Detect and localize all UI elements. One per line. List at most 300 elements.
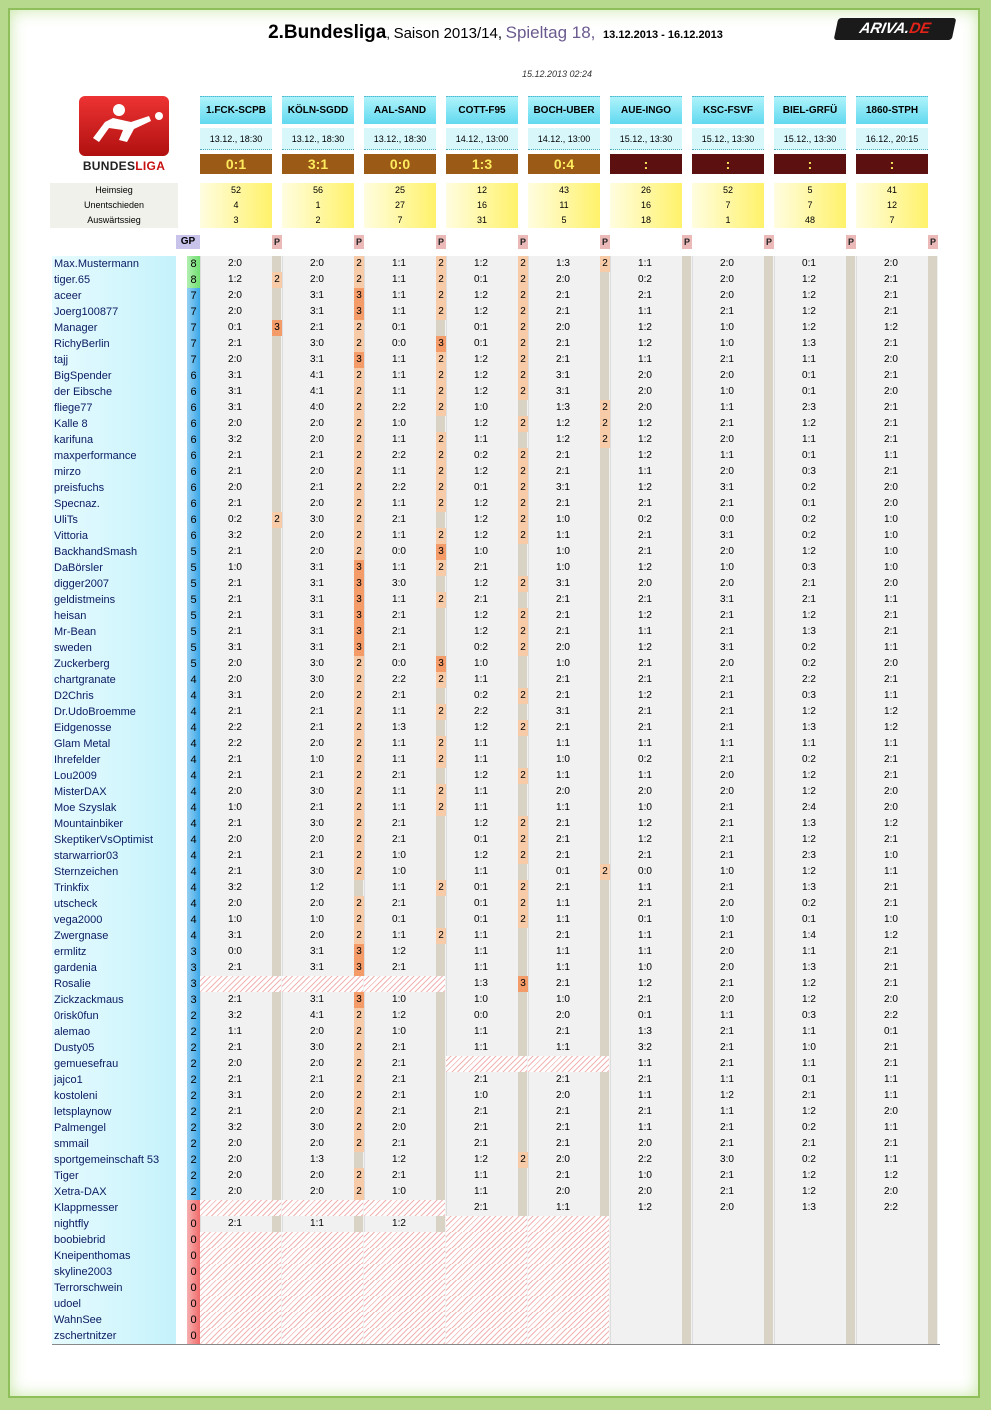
tip-cell: 2:0 <box>884 786 898 797</box>
tip-cell: 3:2 <box>228 1010 242 1021</box>
tip-cell: 1:2 <box>474 386 488 397</box>
tip-cell: 2:1 <box>310 706 324 717</box>
tip-missing <box>446 1264 527 1280</box>
tip-missing <box>446 1328 527 1344</box>
tip-cell: 3:2 <box>228 1122 242 1133</box>
game-code[interactable]: KÖLN-SGDD <box>282 96 354 124</box>
tip-cell: 1:1 <box>884 450 898 461</box>
tip-points: 2 <box>518 848 528 864</box>
tip-cell: 2:1 <box>720 802 734 813</box>
tip-cell: 2:1 <box>474 1122 488 1133</box>
tip-cell: 2:0 <box>310 1090 324 1101</box>
game-code[interactable]: BIEL-GRFÜ <box>774 96 846 124</box>
tip-missing <box>364 1200 445 1216</box>
tip-cell: 1:2 <box>884 722 898 733</box>
tip-cell: 1:1 <box>884 642 898 653</box>
tip-cell: 1:2 <box>474 1154 488 1165</box>
tip-cell: 2:1 <box>392 898 406 909</box>
tip-cell: 2:1 <box>556 674 570 685</box>
player-name[interactable]: Kalle 8 <box>54 418 88 430</box>
tip-cell: 1:1 <box>638 882 652 893</box>
game-date: 15.12., 13:30 <box>692 128 764 150</box>
game-points: 4 <box>187 816 200 832</box>
tip-cell: 3:1 <box>228 386 242 397</box>
player-name[interactable]: digger2007 <box>54 578 110 590</box>
tip-cell: 1:0 <box>228 802 242 813</box>
tip-cell: 3:0 <box>310 786 324 797</box>
tip-cell: 3:1 <box>310 962 324 973</box>
tip-points: 2 <box>436 448 446 464</box>
player-name[interactable]: Joerg100877 <box>54 306 119 318</box>
tip-cell: 2:0 <box>392 1122 406 1133</box>
tip-cell: 1:1 <box>474 930 488 941</box>
player-name[interactable]: Eidgenosse <box>54 722 112 734</box>
tip-missing <box>528 1312 609 1328</box>
tip-cell: 2:0 <box>310 258 324 269</box>
tip-cell: 2:1 <box>228 594 242 605</box>
tip-cell: 1:0 <box>474 1090 488 1101</box>
game-code[interactable]: AUE-INGO <box>610 96 682 124</box>
player-name[interactable]: DaBörsler <box>54 562 103 574</box>
tip-points: 2 <box>354 336 364 352</box>
points-header[interactable]: P <box>273 237 280 247</box>
tip-points: 2 <box>436 800 446 816</box>
tip-missing <box>528 1056 609 1072</box>
player-name[interactable]: Tiger <box>54 1170 79 1182</box>
tip-cell: 0:1 <box>802 450 816 461</box>
game-code[interactable]: AAL-SAND <box>364 96 436 124</box>
tip-points: 2 <box>354 256 364 272</box>
tip-points: 2 <box>354 1104 364 1120</box>
player-name[interactable]: mirzo <box>54 466 81 478</box>
tip-stat-home: 25 <box>364 183 436 198</box>
game-points: 5 <box>187 624 200 640</box>
tip-cell: 1:1 <box>474 1186 488 1197</box>
tip-points: 2 <box>354 512 364 528</box>
tip-cell: 2:1 <box>884 274 898 285</box>
tip-cell: 3:1 <box>556 386 570 397</box>
game-points: 2 <box>187 1072 200 1088</box>
tip-missing <box>528 1264 609 1280</box>
tip-cell: 1:1 <box>802 738 816 749</box>
tip-missing <box>200 1296 281 1312</box>
tip-points: 2 <box>518 336 528 352</box>
tip-missing <box>200 1328 281 1344</box>
tip-points: 2 <box>436 704 446 720</box>
season-label: Saison 2013/14, <box>393 25 502 42</box>
points-header[interactable]: P <box>847 237 854 247</box>
player-name[interactable]: Xetra-DAX <box>54 1186 107 1198</box>
points-header[interactable]: P <box>683 237 690 247</box>
tip-cell: 2:1 <box>884 338 898 349</box>
player-name[interactable]: BigSpender <box>54 370 112 382</box>
tip-cell: 1:2 <box>638 434 652 445</box>
player-name[interactable]: heisan <box>54 610 87 622</box>
tip-cell: 1:1 <box>392 802 406 813</box>
tip-cell: 1:1 <box>474 1170 488 1181</box>
tip-cell: 1:2 <box>474 626 488 637</box>
tip-cell: 2:1 <box>310 1074 324 1085</box>
tip-cell: 2:2 <box>392 482 406 493</box>
tip-cell: 2:1 <box>474 1138 488 1149</box>
tip-points: 2 <box>436 480 446 496</box>
game-code[interactable]: KSC-FSVF <box>692 96 764 124</box>
game-points: 2 <box>187 1168 200 1184</box>
tip-cell: 2:1 <box>884 418 898 429</box>
game-points: 5 <box>187 608 200 624</box>
player-name[interactable]: karifuna <box>54 434 94 446</box>
tip-points: 2 <box>518 416 528 432</box>
tip-cell: 1:0 <box>556 546 570 557</box>
tip-cell: 2:1 <box>720 706 734 717</box>
player-name[interactable]: maxperformance <box>54 450 137 462</box>
tip-cell: 2:0 <box>720 770 734 781</box>
tip-cell: 1:2 <box>884 706 898 717</box>
tip-cell: 2:1 <box>638 498 652 509</box>
tip-cell: 2:1 <box>556 306 570 317</box>
tip-points: 2 <box>600 416 610 432</box>
player-name[interactable]: D2Chris <box>54 690 94 702</box>
tip-cell: 1:1 <box>884 1122 898 1133</box>
tip-points: 2 <box>518 816 528 832</box>
tip-cell: 1:0 <box>474 402 488 413</box>
player-name[interactable]: UliTs <box>54 514 78 526</box>
game-points: 0 <box>187 1312 200 1328</box>
player-name[interactable]: utscheck <box>54 898 98 910</box>
tip-cell: 0:2 <box>474 690 488 701</box>
tip-cell: 2:0 <box>884 354 898 365</box>
player-name[interactable]: fliege77 <box>54 402 93 414</box>
tip-missing <box>282 1248 363 1264</box>
tip-points: 2 <box>600 400 610 416</box>
tip-cell: 2:1 <box>228 706 242 717</box>
game-points: 3 <box>187 976 200 992</box>
tip-cell: 1:2 <box>556 418 570 429</box>
tip-cell: 2:0 <box>720 898 734 909</box>
tip-points: 3 <box>436 336 446 352</box>
player-name[interactable]: kostoleni <box>54 1090 98 1102</box>
tip-stat-home: 12 <box>446 183 518 198</box>
tip-points: 2 <box>354 816 364 832</box>
tip-stat-home: 43 <box>528 183 600 198</box>
player-name[interactable]: Mountainbiker <box>54 818 124 830</box>
ariva-logo[interactable] <box>834 18 957 40</box>
tip-cell: 1:0 <box>884 514 898 525</box>
player-name[interactable]: tiger.65 <box>54 274 91 286</box>
tip-cell: 3:1 <box>228 1090 242 1101</box>
game-code[interactable]: 1860-STPH <box>856 96 928 124</box>
tip-points: 2 <box>518 288 528 304</box>
tip-points: 2 <box>518 320 528 336</box>
tip-cell: 3:0 <box>310 338 324 349</box>
tip-cell: 3:2 <box>228 882 242 893</box>
game-date: 15.12., 13:30 <box>610 128 682 150</box>
tip-cell: 2:0 <box>228 786 242 797</box>
tip-cell: 2:1 <box>884 882 898 893</box>
player-name[interactable]: vega2000 <box>54 914 103 926</box>
player-name[interactable]: der Eibsche <box>54 386 113 398</box>
tip-cell: 1:1 <box>720 402 734 413</box>
points-header[interactable]: P <box>765 237 772 247</box>
tip-cell: 1:0 <box>556 994 570 1005</box>
tip-cell: 1:2 <box>474 514 488 525</box>
tip-cell: 2:0 <box>228 482 242 493</box>
player-name[interactable]: starwarrior03 <box>54 850 119 862</box>
tip-cell: 2:1 <box>392 626 406 637</box>
game-code[interactable]: COTT-F95 <box>446 96 518 124</box>
tip-cell: 0:0 <box>638 866 652 877</box>
tip-cell: 2:4 <box>802 802 816 813</box>
tip-cell: 1:1 <box>556 946 570 957</box>
tip-points: 2 <box>354 896 364 912</box>
ariva-logo-de: DE <box>907 20 933 37</box>
tip-cell: 3:1 <box>720 642 734 653</box>
points-header[interactable]: P <box>437 237 444 247</box>
player-name[interactable]: boobiebrid <box>54 1234 106 1246</box>
tip-points: 2 <box>436 928 446 944</box>
tip-points: 2 <box>436 432 446 448</box>
player-name[interactable]: Lou2009 <box>54 770 97 782</box>
tip-cell: 2:1 <box>884 466 898 477</box>
player-name[interactable]: Palmengel <box>54 1122 106 1134</box>
gp-column-header[interactable]: GP <box>176 235 200 249</box>
player-name[interactable]: gemuesefrau <box>54 1058 119 1070</box>
tip-cell: 2:1 <box>556 1106 570 1117</box>
tip-cell: 2:0 <box>310 690 324 701</box>
tip-cell: 2:0 <box>556 1186 570 1197</box>
player-name[interactable]: Sternzeichen <box>54 866 119 878</box>
tip-missing <box>282 1264 363 1280</box>
tip-cell: 0:2 <box>474 450 488 461</box>
tip-points: 3 <box>354 576 364 592</box>
points-header[interactable]: P <box>519 237 526 247</box>
tip-stat-away: 7 <box>364 213 436 228</box>
tip-missing <box>446 1280 527 1296</box>
tip-cell: 1:2 <box>802 1106 816 1117</box>
game-date: 14.12., 13:00 <box>528 128 600 150</box>
player-name[interactable]: jajco1 <box>54 1074 83 1086</box>
tip-cell: 0:1 <box>802 370 816 381</box>
tip-cell: 1:1 <box>556 898 570 909</box>
tip-cell: 0:1 <box>474 834 488 845</box>
tip-cell: 2:1 <box>556 834 570 845</box>
tip-cell: 2:1 <box>228 450 242 461</box>
player-name[interactable]: 0risk0fun <box>54 1010 99 1022</box>
tip-cell: 1:0 <box>720 322 734 333</box>
game-points: 2 <box>187 1056 200 1072</box>
player-name[interactable]: Glam Metal <box>54 738 111 750</box>
tip-cell: 1:0 <box>392 994 406 1005</box>
points-header[interactable]: P <box>929 237 936 247</box>
tip-points: 2 <box>354 688 364 704</box>
player-name[interactable]: Vittoria <box>54 530 89 542</box>
player-name[interactable]: skyline2003 <box>54 1266 113 1278</box>
tip-stat-home: 52 <box>692 183 764 198</box>
tip-points: 2 <box>600 256 610 272</box>
game-points: 6 <box>187 464 200 480</box>
tip-cell: 2:1 <box>228 466 242 477</box>
tip-cell: 2:0 <box>720 1202 734 1213</box>
tip-cell: 2:1 <box>884 402 898 413</box>
game-date: 13.12., 18:30 <box>282 128 354 150</box>
player-name[interactable]: Max.Mustermann <box>54 258 139 270</box>
tip-cell: 2:1 <box>720 882 734 893</box>
player-name[interactable]: letsplaynow <box>54 1106 112 1118</box>
player-name[interactable]: Kneipenthomas <box>54 1250 131 1262</box>
game-code[interactable]: 1.FCK-SCPB <box>200 96 272 124</box>
tip-cell: 3:0 <box>310 514 324 525</box>
player-name[interactable]: zschertnitzer <box>54 1330 117 1342</box>
stat-label-draw: Unentschieden <box>50 198 178 213</box>
tip-cell: 0:3 <box>802 562 816 573</box>
player-name[interactable]: Trinkfix <box>54 882 90 894</box>
tip-cell: 0:2 <box>802 642 816 653</box>
page-title: 2.Bundesliga, Saison 2013/14, Spieltag 18, 13.12.2013 - 16.12.2013 <box>268 22 723 43</box>
tip-cell: 0:1 <box>474 898 488 909</box>
player-name[interactable]: sweden <box>54 642 92 654</box>
tip-cell: 1:1 <box>310 1218 324 1229</box>
tip-cell: 1:4 <box>802 930 816 941</box>
player-name[interactable]: Rosalie <box>54 978 91 990</box>
game-points: 6 <box>187 528 200 544</box>
tip-cell: 3:1 <box>556 370 570 381</box>
tip-cell: 1:1 <box>474 754 488 765</box>
game-points: 4 <box>187 768 200 784</box>
player-name[interactable]: Zwergnase <box>54 930 109 942</box>
player-name[interactable]: sportgemeinschaft 53 <box>54 1154 160 1166</box>
game-points: 0 <box>187 1248 200 1264</box>
player-name[interactable]: Ihrefelder <box>54 754 101 766</box>
player-name[interactable]: alemao <box>54 1026 91 1038</box>
tip-cell: 1:0 <box>720 338 734 349</box>
player-name[interactable]: smmail <box>54 1138 89 1150</box>
player-name[interactable]: udoel <box>54 1298 81 1310</box>
player-name[interactable]: gardenia <box>54 962 97 974</box>
tip-cell: 2:0 <box>884 258 898 269</box>
tip-cell: 1:2 <box>474 258 488 269</box>
tip-stat-draw: 12 <box>856 198 928 213</box>
tip-cell: 1:1 <box>638 770 652 781</box>
tip-points: 2 <box>600 864 610 880</box>
player-name[interactable]: geldistmeins <box>54 594 116 606</box>
tip-cell: 1:2 <box>802 322 816 333</box>
player-name[interactable]: nightfly <box>54 1218 89 1230</box>
tip-cell: 3:0 <box>310 818 324 829</box>
tip-cell: 1:2 <box>802 866 816 877</box>
tip-cell: 2:1 <box>310 802 324 813</box>
tip-cell: 2:1 <box>884 290 898 301</box>
tip-points: 2 <box>436 752 446 768</box>
game-date: 16.12., 20:15 <box>856 128 928 150</box>
tip-points: 2 <box>518 384 528 400</box>
tip-cell: 2:1 <box>720 1058 734 1069</box>
tip-cell: 2:0 <box>720 434 734 445</box>
player-name[interactable]: WahnSee <box>54 1314 102 1326</box>
tip-cell: 2:3 <box>802 850 816 861</box>
player-name[interactable]: MisterDAX <box>54 786 107 798</box>
player-name[interactable]: Moe Szyslak <box>54 802 117 814</box>
tip-missing <box>446 1296 527 1312</box>
tip-cell: 3:1 <box>310 626 324 637</box>
tip-cell: 0:2 <box>802 530 816 541</box>
tip-missing <box>528 1232 609 1248</box>
tip-points: 2 <box>518 1152 528 1168</box>
tip-points: 2 <box>518 624 528 640</box>
tip-cell: 1:1 <box>556 738 570 749</box>
tip-points: 2 <box>354 800 364 816</box>
tip-cell: 2:1 <box>556 1138 570 1149</box>
tip-cell: 1:3 <box>392 722 406 733</box>
player-name[interactable]: ermlitz <box>54 946 87 958</box>
player-name[interactable]: Zuckerberg <box>54 658 110 670</box>
tip-cell: 2:1 <box>720 418 734 429</box>
tip-missing <box>282 1200 363 1216</box>
tip-points: 2 <box>518 368 528 384</box>
tip-cell: 2:1 <box>228 1074 242 1085</box>
tip-missing <box>200 1200 281 1216</box>
points-header[interactable]: P <box>355 237 362 247</box>
player-name[interactable]: BackhandSmash <box>54 546 138 558</box>
tip-cell: 0:1 <box>474 882 488 893</box>
player-name[interactable]: Manager <box>54 322 98 334</box>
player-name[interactable]: tajj <box>54 354 69 366</box>
tip-cell: 2:1 <box>556 930 570 941</box>
tip-cell: 2:0 <box>638 1138 652 1149</box>
player-name[interactable]: Terrorschwein <box>54 1282 123 1294</box>
tip-stat-draw: 4 <box>200 198 272 213</box>
player-name[interactable]: Zickzackmaus <box>54 994 124 1006</box>
tip-cell: 0:3 <box>802 466 816 477</box>
tip-cell: 2:1 <box>392 818 406 829</box>
player-name[interactable]: chartgranate <box>54 674 116 686</box>
tip-cell: 1:2 <box>638 562 652 573</box>
tip-cell: 3:1 <box>310 562 324 573</box>
tip-points: 2 <box>354 1056 364 1072</box>
game-points: 0 <box>187 1296 200 1312</box>
tip-cell: 1:1 <box>884 690 898 701</box>
stat-label-away: Auswärtssieg <box>50 213 178 228</box>
tip-cell: 1:2 <box>474 610 488 621</box>
tip-cell: 2:1 <box>310 850 324 861</box>
tip-cell: 3:1 <box>310 946 324 957</box>
player-name[interactable]: preisfuchs <box>54 482 105 494</box>
player-name[interactable]: Dusty05 <box>54 1042 95 1054</box>
game-points: 2 <box>187 1088 200 1104</box>
player-name[interactable]: Mr-Bean <box>54 626 97 638</box>
game-points: 2 <box>187 1152 200 1168</box>
tip-cell: 1:1 <box>556 1042 570 1053</box>
tip-cell: 1:1 <box>392 738 406 749</box>
player-name[interactable]: Klappmesser <box>54 1202 119 1214</box>
points-header[interactable]: P <box>601 237 608 247</box>
game-points: 2 <box>187 1040 200 1056</box>
points-column <box>682 256 691 1344</box>
player-name[interactable]: Specnaz. <box>54 498 100 510</box>
tip-cell: 2:0 <box>228 674 242 685</box>
player-name[interactable]: RichyBerlin <box>54 338 110 350</box>
tip-cell: 1:3 <box>556 258 570 269</box>
tip-cell: 1:2 <box>802 994 816 1005</box>
player-name[interactable]: aceer <box>54 290 82 302</box>
game-code[interactable]: BOCH-UBER <box>528 96 600 124</box>
tip-cell: 2:0 <box>720 658 734 669</box>
tip-points: 3 <box>354 992 364 1008</box>
tip-cell: 1:2 <box>638 834 652 845</box>
tip-points: 2 <box>518 912 528 928</box>
player-name[interactable]: SkeptikerVsOptimist <box>54 834 154 846</box>
player-name[interactable]: Dr.UdoBroemme <box>54 706 136 718</box>
tip-points: 2 <box>518 480 528 496</box>
